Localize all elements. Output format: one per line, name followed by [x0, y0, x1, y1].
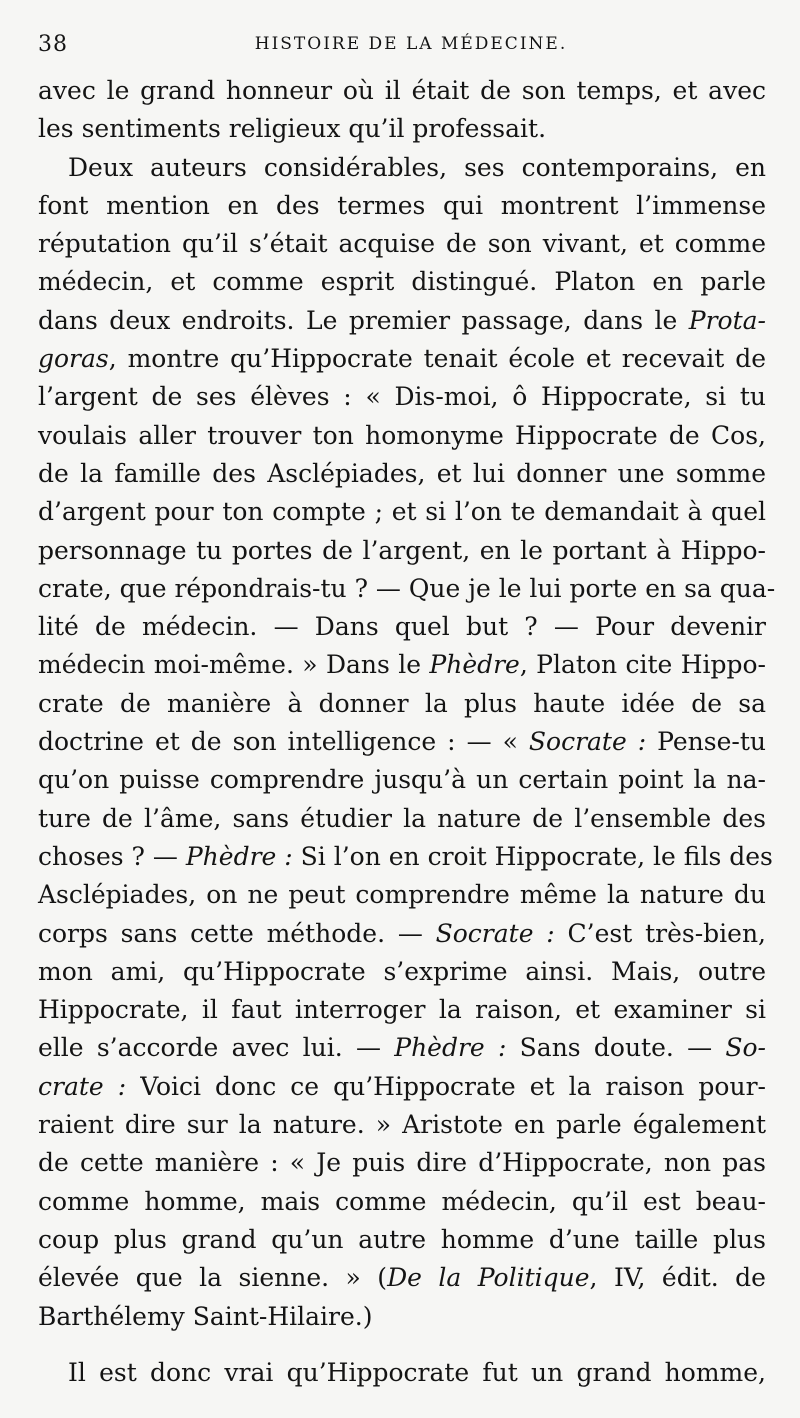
text-line — [38, 1298, 766, 1336]
text-run: , IV, édit. de — [589, 1263, 766, 1293]
text-run: , montre qu’Hippocrate tenait école et recevait de — [108, 344, 766, 374]
text-line — [38, 1221, 766, 1259]
text-line — [38, 532, 766, 570]
text-line — [38, 876, 766, 914]
text-run: crate de manière à donner la plus haute idée de sa — [38, 688, 766, 718]
text-line — [38, 685, 766, 723]
text-run: comme homme, mais comme médecin, qu’il est beau- — [38, 1186, 766, 1216]
text-line — [38, 1029, 766, 1067]
text-run: qu’on puisse comprendre jusqu’à un certain point la na- — [38, 765, 766, 795]
text-line — [38, 991, 766, 1029]
italic-text: Socrate : — [435, 918, 555, 948]
text-run: coup plus grand qu’un autre homme d’une taille plus — [38, 1224, 766, 1254]
text-run: doctrine et de son intelligence : — « — [38, 727, 529, 757]
text-run: médecin moi-même. » Dans le — [38, 650, 430, 680]
text-line — [38, 225, 766, 263]
text-run: élevée que la sienne. » ( — [38, 1263, 388, 1293]
text-line — [38, 1354, 766, 1392]
text-line — [38, 263, 766, 301]
text-run: Si l’on en croit Hippocrate, le fils des — [292, 841, 773, 871]
text-line — [38, 72, 766, 110]
page-number: 38 — [38, 32, 68, 57]
text-run: Voici donc ce qu’Hippocrate et la raison pour- — [126, 1071, 766, 1101]
text-line — [38, 570, 776, 608]
text-run: Asclépiades, on ne peut comprendre même la nature du — [38, 880, 766, 910]
text-line — [38, 761, 766, 799]
text-line — [38, 915, 766, 953]
text-run: ture de l’âme, sans étudier la nature de l’ensemble des — [38, 803, 766, 833]
text-line — [38, 646, 766, 684]
text-line — [38, 1259, 766, 1297]
text-line — [38, 608, 766, 646]
text-run: Il est donc vrai qu’Hippocrate fut un grand homme, — [68, 1357, 766, 1387]
text-run: elle s’accorde avec lui. — — [38, 1033, 395, 1063]
text-run: de la famille des Asclépiades, et lui donner une somme — [38, 458, 766, 488]
text-line — [38, 110, 766, 148]
text-run: raient dire sur la nature. » Aristote en parle également — [38, 1110, 766, 1140]
text-line — [38, 378, 766, 416]
running-title: HISTOIRE DE LA MÉDECINE. — [254, 34, 568, 54]
text-run: voulais aller trouver ton homonyme Hippocrate de Cos, — [38, 420, 766, 450]
italic-text: Prota- — [688, 305, 766, 335]
text-line — [38, 800, 766, 838]
text-run: lité de médecin. — Dans quel but ? — Pour devenir — [38, 612, 766, 642]
text-run: mon ami, qu’Hippocrate s’exprime ainsi. Mais, outre — [38, 956, 766, 986]
text-line — [38, 340, 766, 378]
page-header — [38, 28, 754, 60]
text-run: Barthélemy Saint-Hilaire.) — [38, 1301, 373, 1331]
text-line — [38, 1106, 766, 1144]
text-line — [38, 953, 766, 991]
text-line — [38, 1144, 766, 1182]
text-line — [38, 723, 766, 761]
text-run: font mention en des termes qui montrent l’immense — [38, 190, 766, 220]
italic-text: De la Politique — [387, 1263, 590, 1293]
text-run: Pense-tu — [646, 727, 766, 757]
body-text — [38, 72, 776, 1392]
italic-text: Phèdre : — [394, 1033, 507, 1063]
text-run: , Platon cite Hippo- — [519, 650, 766, 680]
italic-text: Socrate : — [528, 727, 647, 757]
text-run: l’argent de ses élèves : « Dis-moi, ô Hippocrate, si tu — [38, 382, 766, 412]
text-line — [38, 455, 766, 493]
text-run: corps sans cette méthode. — — [38, 918, 436, 948]
text-run: Hippocrate, il faut interroger la raison, et examiner si — [38, 995, 766, 1025]
text-run: d’argent pour ton compte ; et si l’on te demandait à quel — [38, 497, 766, 527]
text-run: de cette manière : « Je puis dire d’Hippocrate, non pas — [38, 1148, 766, 1178]
text-line — [38, 1183, 766, 1221]
text-run: réputation qu’il s’était acquise de son vivant, et comme — [38, 229, 766, 259]
text-run: choses ? — — [38, 841, 186, 871]
paragraph-gap — [38, 1336, 766, 1354]
italic-text: Phèdre — [429, 650, 520, 680]
italic-text: goras — [38, 344, 109, 374]
text-run: les sentiments religieux qu’il professait. — [38, 114, 547, 144]
text-line — [38, 149, 766, 187]
text-run: Sans doute. — — [506, 1033, 726, 1063]
italic-text: So- — [725, 1033, 766, 1063]
italic-text: Phèdre : — [185, 841, 293, 871]
text-line — [38, 417, 766, 455]
text-line — [38, 302, 766, 340]
text-line — [38, 838, 773, 876]
text-run: médecin, et comme esprit distingué. Platon en parle — [38, 267, 766, 297]
text-line — [38, 493, 766, 531]
text-line — [38, 187, 766, 225]
text-run: crate, que répondrais-tu ? — Que je le lui porte en sa qua- — [38, 573, 776, 603]
text-run: Deux auteurs considérables, ses contemporains, en — [68, 152, 766, 182]
text-line — [38, 1068, 766, 1106]
italic-text: crate : — [38, 1071, 127, 1101]
text-run: personnage tu portes de l’argent, en le portant à Hippo- — [38, 535, 766, 565]
text-run: C’est très-bien, — [554, 918, 766, 948]
text-run: avec le grand honneur où il était de son temps, et avec — [38, 76, 766, 105]
text-run: dans deux endroits. Le premier passage, dans le — [38, 305, 689, 335]
